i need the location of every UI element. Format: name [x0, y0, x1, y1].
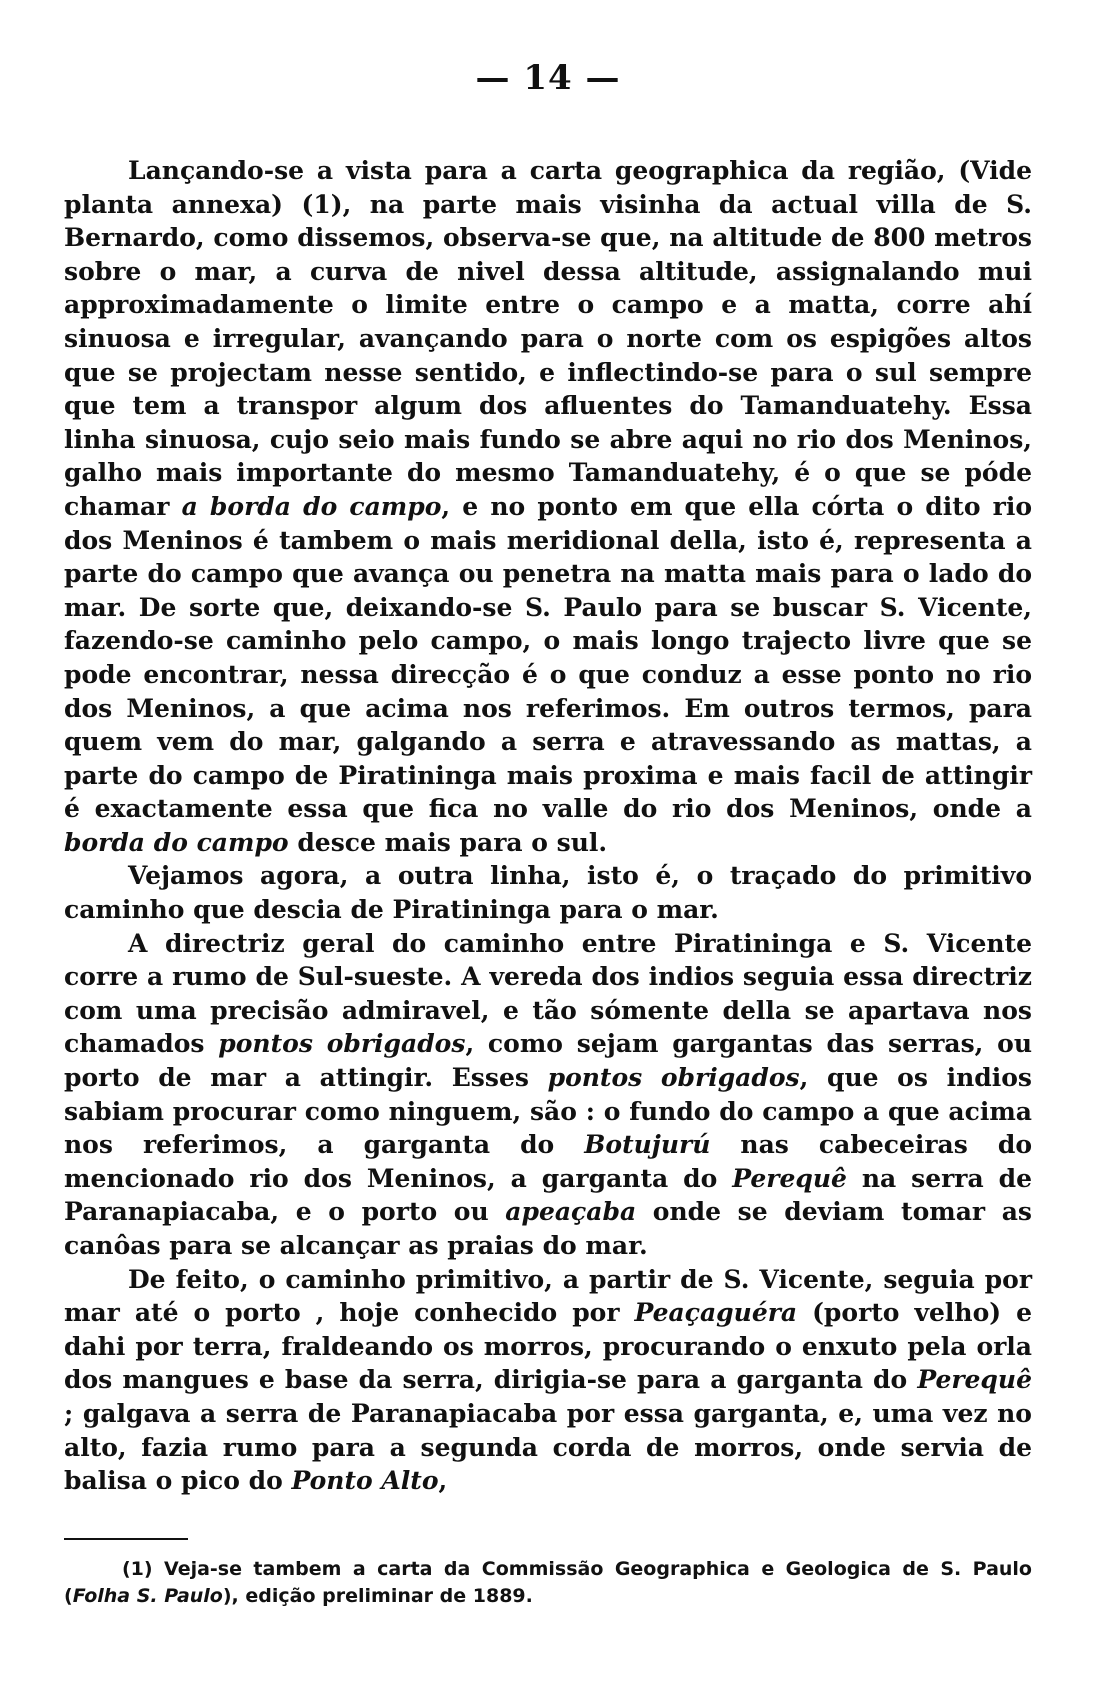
text-run: , como sejam gargantas das serras, ou porto de mar a attingir. Esses [64, 1029, 1033, 1093]
italic-text: borda do campo [64, 827, 289, 857]
text-run: ), edição preliminar de 1889. [222, 1584, 533, 1607]
text-run: (porto velho) e dahi por terra, fraldeando os morros, procurando o enxuto pela orla dos mangues e base da serra, dirigia-se para a garganta do [64, 1298, 1032, 1395]
text-run: desce mais para o sul. [288, 827, 608, 857]
paragraph [64, 154, 1032, 859]
text-run: (1) Veja-se tambem a carta da Commissão Geographica e Geologica de S. Paulo ( [64, 1557, 1032, 1607]
text-run: , que os indios sabiam procurar como ninguem, são : o fundo do campo a que acima nos referimos, a garganta do [64, 1063, 1032, 1160]
italic-text: Perequê [732, 1163, 847, 1193]
text-run: Vejamos agora, a outra linha, isto é, o traçado do primitivo caminho que descia de Piratininga para o mar. [64, 861, 1032, 925]
text-run: nas cabeceiras do mencionado rio dos Meninos, a garganta do [64, 1130, 1033, 1193]
paragraph [64, 1263, 1032, 1498]
text-run: A directriz geral do caminho entre Piratininga e S. Vicente corre a rumo de Sul-sueste. A vereda dos indios seguia essa directriz com uma precisão admiravel, e tão sómente della se apartava nos chamados [64, 928, 1032, 1059]
italic-text: Folha S. Paulo [72, 1584, 223, 1607]
text-run: ; galgava a serra de Paranapiacaba por essa garganta, e, uma vez no alto, fazia rumo para a segunda corda de morros, onde servia de balisa o pico do [64, 1398, 1032, 1496]
italic-text: Peaçaguéra [634, 1298, 798, 1328]
italic-text: pontos obrigados [547, 1063, 800, 1093]
text-run: De feito, o caminho primitivo, a partir de S. Vicente, seguia por mar até o porto , hoje conhecido por [64, 1264, 1032, 1328]
text-run: Lançando-se a vista para a carta geographica da região, (Vide planta annexa) (1), na parte mais visinha da actual villa de S. Bernardo, como dissemos, observa-se que, na altitude de 800 metros sobre o mar, a curva de nivel dessa altitude, assignalando mui approximadamente o limite entre o campo e a matta, corre ahí sinuosa e irregular, avançando para o norte com os espigões altos que se projectam nesse sentido, e inflectindo-se para o sul sempre que tem a transpor algum dos afluentes do Tamanduatehy. Essa linha sinuosa, cujo seio mais fundo se abre aqui no rio dos Meninos, galho mais importante do mesmo Tamanduatehy, é o que se póde chamar [64, 156, 1032, 521]
page-number: — 14 — [475, 58, 621, 98]
body-text [64, 154, 1032, 1498]
text-run: , [438, 1466, 448, 1496]
text-run: na serra de Paranapiacaba, e o porto ou [64, 1163, 1032, 1227]
text-run: , e no ponto em que ella córta o dito rio dos Meninos é tambem o mais meridional della, isto é, representa a parte do campo que avança ou penetra na matta mais para o lado do mar. De sorte que, deixando-se S. Paulo para se buscar S. Vicente, fazendo-se caminho pelo campo, o mais longo trajecto livre que se pode encontrar, nessa direcção é o que conduz a esse ponto no rio dos Meninos, a que acima nos referimos. Em outros termos, para quem vem do mar, galgando a serra e atravessando as mattas, a parte do campo de Piratininga mais proxima e mais facil de attingir é exactamente essa que fica no valle do rio dos Meninos, onde a [64, 491, 1033, 824]
footnote [64, 1556, 1032, 1610]
paragraph [64, 859, 1032, 926]
document-page [64, 58, 1032, 1610]
footnote-divider [64, 1538, 188, 1540]
italic-text: pontos obrigados [218, 1029, 466, 1059]
italic-text: Botujurú [584, 1130, 711, 1160]
paragraph [64, 927, 1032, 1263]
italic-text: Perequê [917, 1365, 1032, 1395]
italic-text: a borda do campo [181, 491, 442, 521]
italic-text: Ponto Alto [291, 1466, 439, 1496]
italic-text: apeaçaba [505, 1197, 637, 1227]
text-run: onde se deviam tomar as canôas para se alcançar as praias do mar. [64, 1197, 1032, 1260]
